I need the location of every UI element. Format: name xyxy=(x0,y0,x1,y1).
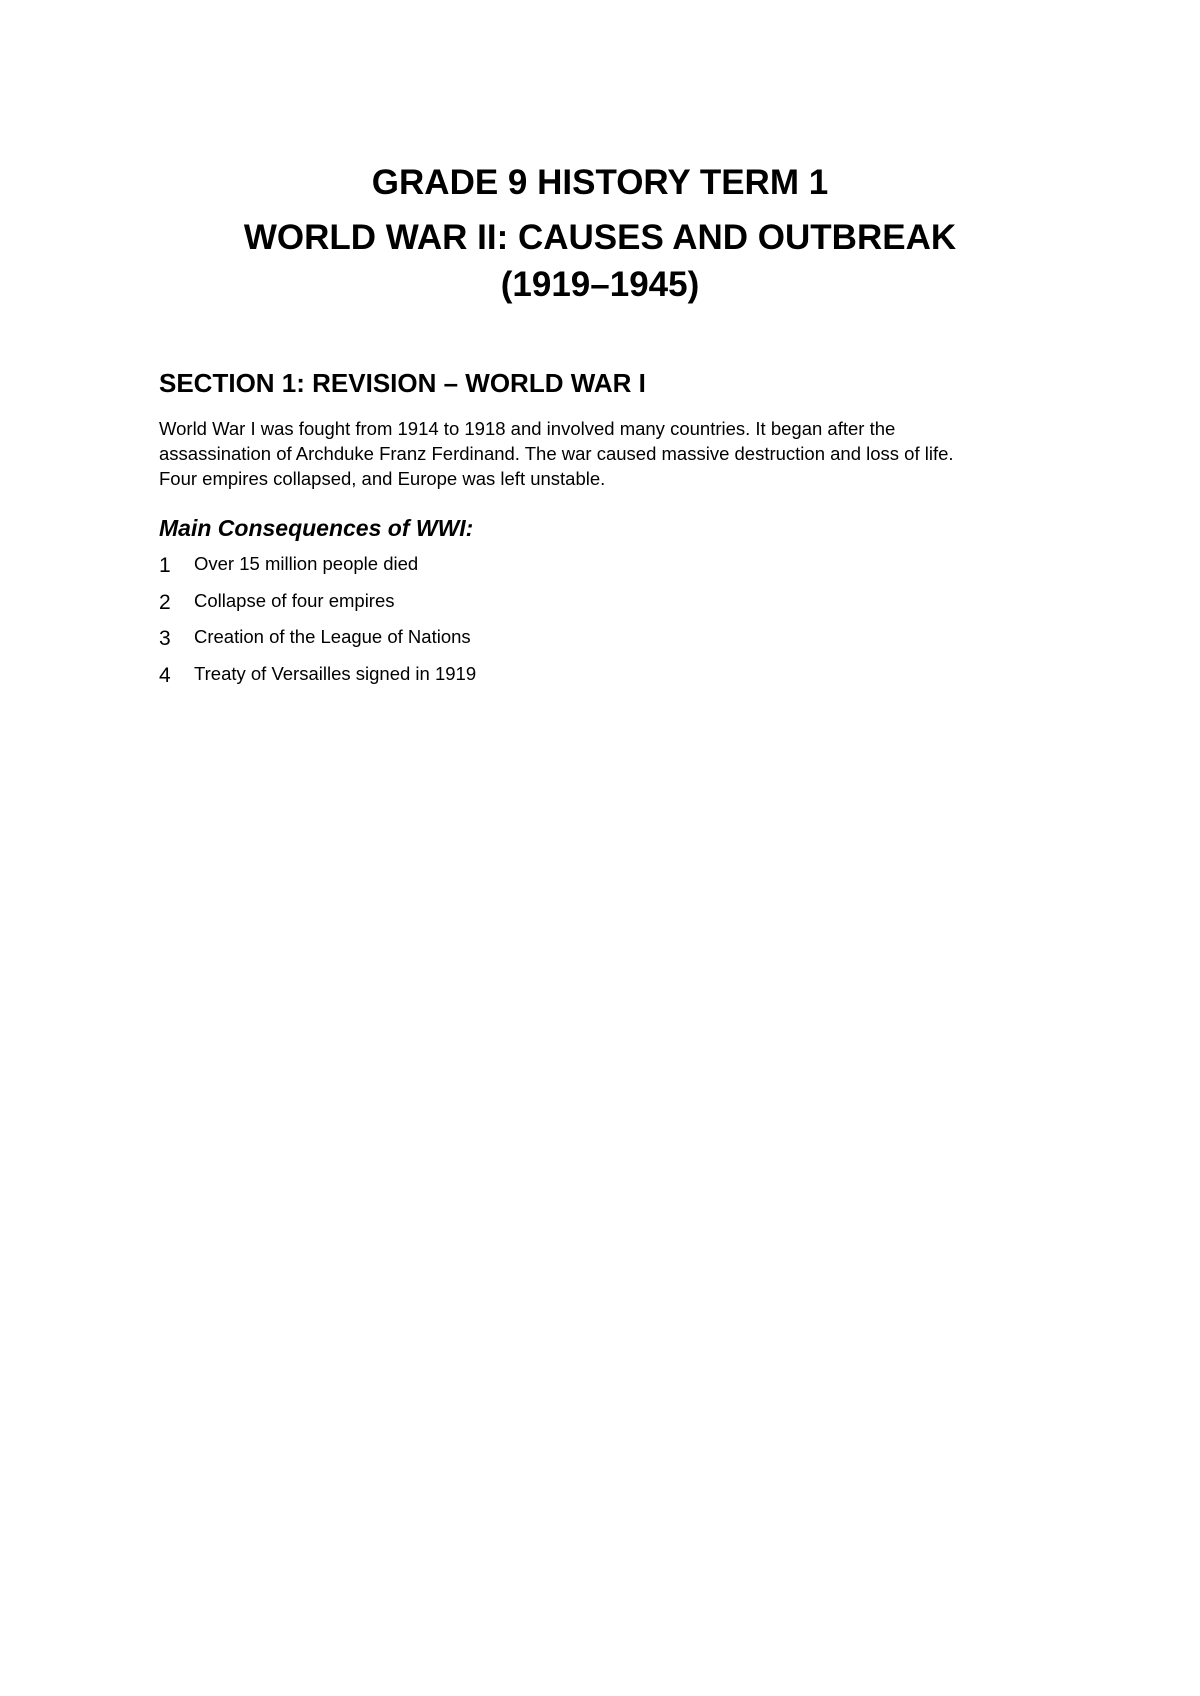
section-1-heading: SECTION 1: REVISION – WORLD WAR I xyxy=(159,368,646,398)
paragraph-line: assassination of Archduke Franz Ferdinand. The war caused massive destruction and loss of life. xyxy=(159,443,954,464)
list-item-text: Collapse of four empires xyxy=(194,589,395,611)
document-title-topic: WORLD WAR II: CAUSES AND OUTBREAK xyxy=(243,218,957,257)
list-item-number: 4 xyxy=(159,663,171,687)
list-item-number: 3 xyxy=(159,627,171,650)
list-item-number: 1 xyxy=(159,554,171,577)
document-title-grade: GRADE 9 HISTORY TERM 1 xyxy=(371,163,829,202)
document-title-years: (1919–1945) xyxy=(500,265,700,304)
list-item-text: Treaty of Versailles signed in 1919 xyxy=(194,662,477,684)
list-item-text: Creation of the League of Nations xyxy=(194,626,471,647)
list-item-text: Over 15 million people died xyxy=(194,553,419,574)
list-item-number: 2 xyxy=(159,590,171,614)
paragraph-line: World War I was fought from 1914 to 1918 and involved many countries. It began after the xyxy=(159,418,896,439)
paragraph-line: Four empires collapsed, and Europe was left unstable. xyxy=(159,468,606,489)
section-1-paragraph xyxy=(159,416,1059,491)
consequences-subheading: Main Consequences of WWI: xyxy=(159,515,474,541)
